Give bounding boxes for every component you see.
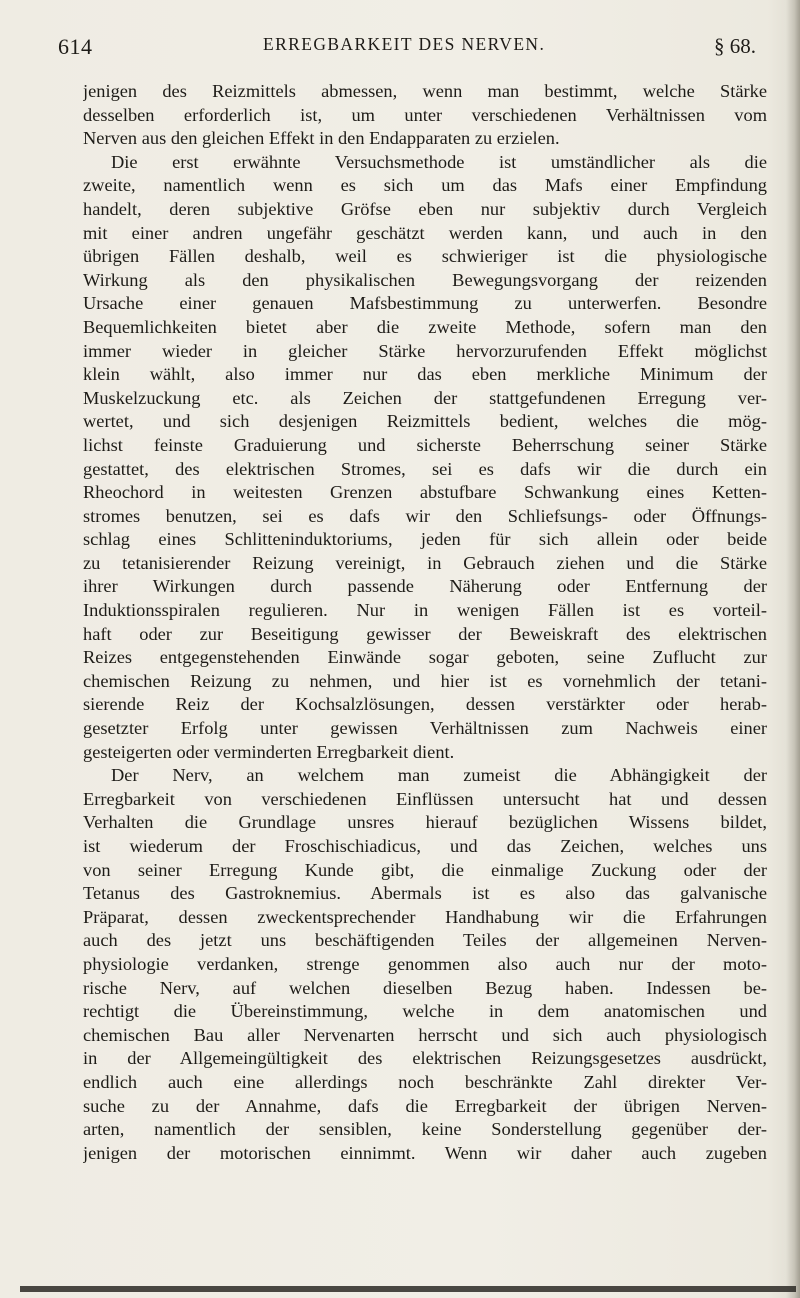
text-line: Bequemlichkeiten bietet aber die zweite Methode, sofern man den [83,316,767,337]
text-line: physiologie verdanken, strenge genommen also auch nur der moto- [83,953,767,974]
text-line: ist wiederum der Froschischiadicus, und das Zeichen, welches uns [83,836,767,856]
text-line: Reizes entgegenstehenden Einwände sogar geboten, seine Zuflucht zur [83,647,767,668]
section-number: § 68. [714,34,756,58]
text-line: chemischen Bau aller Nervenarten herrscht und sich auch physiologisch [83,1024,767,1045]
text-line: jenigen der motorischen einnimmt. Wenn wir daher auch zugeben [83,1142,767,1163]
text-line: chemischen Reizung zu nehmen, und hier ist es vornehmlich der tetani- [83,670,767,691]
running-head-title: ERREGBARKEIT DES NERVEN. [263,34,546,54]
text-line: klein wählt, also immer nur das eben merkliche Minimum der [83,364,767,385]
text-line: suche zu der Annahme, dafs die Erregbarkeit der übrigen Nerven- [83,1095,767,1116]
text-line: Wirkung als den physikalischen Bewegungsvorgang der reizenden [83,269,767,290]
text-line: Induktionsspiralen regulieren. Nur in wenigen Fällen ist es vorteil- [83,600,767,621]
text-line: lichst feinste Graduierung und sicherste Beherrschung seiner Stärke [83,434,767,455]
text-line: gesteigerten oder verminderten Erregbarkeit dient. [83,741,455,762]
text-line: Tetanus des Gastroknemius. Abermals ist es also das galvanische [83,883,767,904]
text-line: Rheochord in weitesten Grenzen abstufbare Schwankung eines Ketten- [83,482,767,503]
text-line: zweite, namentlich wenn es sich um das Mafs einer Empfindung [83,175,767,196]
text-line: Verhalten die Grundlage unsres hierauf bezüglichen Wissens bildet, [83,812,767,833]
text-line: Ursache einer genauen Mafsbestimmung zu unterwerfen. Besondre [83,293,767,314]
text-line: arten, namentlich der sensiblen, keine Sonderstellung gegenüber der- [83,1119,767,1140]
text-line: Muskelzuckung etc. als Zeichen der stattgefundenen Erregung ver- [83,387,767,408]
text-line: ihrer Wirkungen durch passende Näherung oder Entfernung der [83,576,767,597]
text-line: wertet, und sich desjenigen Reizmittels bedient, welches die mög- [83,411,767,432]
text-line: stromes benutzen, sei es dafs wir den Schliefsungs- oder Öffnungs- [83,505,767,526]
text-line: jenigen des Reizmittels abmessen, wenn man bestimmt, welche Stärke [83,81,767,101]
text-line: handelt, deren subjektive Gröfse eben nur subjektiv durch Vergleich [83,198,767,219]
text-line: schlag eines Schlitteninduktoriums, jeden für sich allein oder beide [83,529,767,550]
body-text [83,80,767,1165]
text-line: rische Nerv, auf welchen dieselben Bezug haben. Indessen be- [83,977,767,998]
text-line: Die erst erwähnte Versuchsmethode ist umständlicher als die [111,151,767,172]
page-number: 614 [58,34,93,59]
text-line: in der Allgemeingültigkeit des elektrischen Reizungsgesetzes ausdrückt, [83,1048,767,1069]
text-line: haft oder zur Beseitigung gewisser der Beweiskraft des elektrischen [83,623,767,644]
bottom-edge-line [20,1286,796,1292]
page-edge-shadow [786,0,800,1298]
text-line: gestattet, des elektrischen Stromes, sei es dafs wir die durch ein [83,458,767,479]
text-line: desselben erforderlich ist, um unter verschiedenen Verhältnissen vom [83,104,767,125]
text-line: endlich auch eine allerdings noch beschränkte Zahl direkter Ver- [83,1071,767,1092]
text-line: Präparat, dessen zweckentsprechender Handhabung wir die Erfahrungen [83,906,767,927]
text-line: sierende Reiz der Kochsalzlösungen, dessen verstärkter oder herab- [83,694,767,715]
text-line: Nerven aus den gleichen Effekt in den Endapparaten zu erzielen. [83,128,560,149]
text-line: mit einer andren ungefähr geschätzt werden kann, und auch in den [83,222,767,243]
text-line: von seiner Erregung Kunde gibt, die einmalige Zuckung oder der [83,859,767,880]
running-head [58,30,776,58]
text-line: Der Nerv, an welchem man zumeist die Abhängigkeit der [111,765,767,786]
text-line: immer wieder in gleicher Stärke hervorzurufenden Effekt möglichst [83,340,767,361]
text-line: übrigen Fällen deshalb, weil es schwieriger ist die physiologische [83,246,767,267]
text-line: auch des jetzt uns beschäftigenden Teiles der allgemeinen Nerven- [83,930,767,951]
text-line: Erregbarkeit von verschiedenen Einflüssen untersucht hat und dessen [83,788,767,809]
text-line: gesetzter Erfolg unter gewissen Verhältnissen zum Nachweis einer [83,718,767,739]
text-line: zu tetanisierender Reizung vereinigt, in Gebrauch ziehen und die Stärke [83,552,767,573]
text-line: rechtigt die Übereinstimmung, welche in dem anatomischen und [83,1001,767,1022]
